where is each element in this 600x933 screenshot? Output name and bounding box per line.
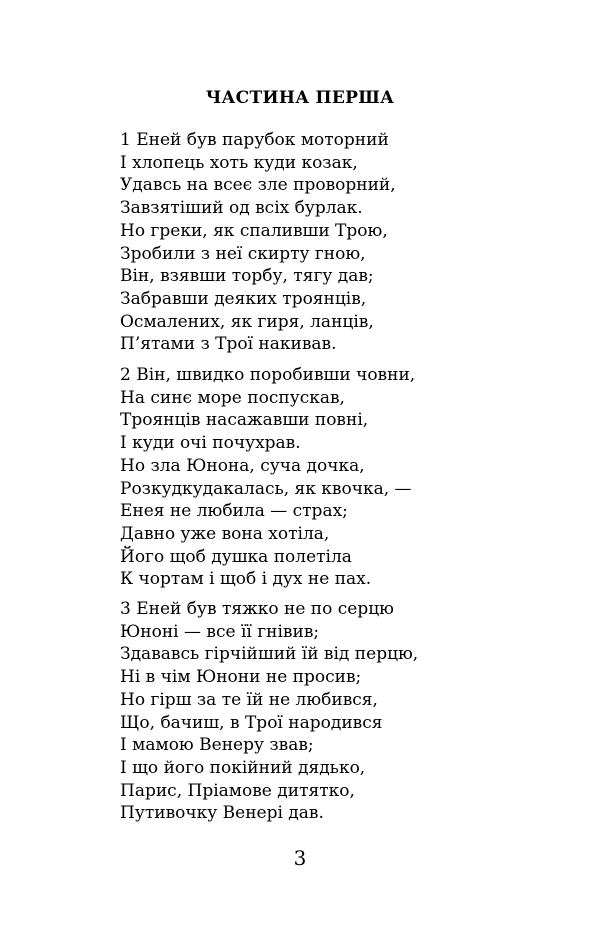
verse-line: І хлопець хоть куди козак, xyxy=(120,152,358,173)
verse-line: Троянців насажавши повні, xyxy=(120,410,369,431)
verse-line: Розкудкудакалась, як квочка, — xyxy=(120,478,412,499)
verse-line: Енея не любила — страх; xyxy=(120,501,348,522)
verse-line: Осмалених, як гиря, ланців, xyxy=(120,311,374,332)
verse-line: К чортам і щоб і дух не пах. xyxy=(120,569,372,590)
verse-line: Давно уже вона хотіла, xyxy=(120,523,330,544)
verse-line: І куди очі почухрав. xyxy=(120,433,301,454)
stanza xyxy=(120,129,396,356)
verse-line: І мамою Венеру звав; xyxy=(120,735,314,756)
verse-line: Ні в чім Юнони не просив; xyxy=(120,667,362,688)
verse-line: І що його покійний дядько, xyxy=(120,757,366,778)
verse-line: Юноні — все її гнівив; xyxy=(120,621,320,642)
verse-line: Путивочку Венері дав. xyxy=(120,803,324,824)
verse-line: Завзятіший од всіх бурлак. xyxy=(120,198,363,219)
part-heading: ЧАСТИНА ПЕРША xyxy=(205,88,395,108)
verse-line: Що, бачиш, в Трої народився xyxy=(120,712,383,733)
verse-line: 1 Еней був парубок моторний xyxy=(120,130,389,150)
verse-line: Він, взявши торбу, тягу дав; xyxy=(120,266,374,287)
stanza xyxy=(120,598,418,825)
verse-line: Но зла Юнона, суча дочка, xyxy=(120,455,365,476)
verse-line: Забравши деяких троянців, xyxy=(120,288,367,309)
verse-line: Но гірш за те їй не любився, xyxy=(120,689,378,710)
verse-line: Зробили з неї скирту гною, xyxy=(120,243,366,264)
verse-line: Здававсь гірчійший їй від перцю, xyxy=(120,644,419,665)
verse-line: 2 Він, швидко поробивши човни, xyxy=(120,365,416,385)
verse-line: 3 Еней був тяжко не по серцю xyxy=(120,599,394,619)
stanza xyxy=(120,364,415,591)
verse-line: Парис, Пріамове дитятко, xyxy=(120,780,355,801)
page-number: 3 xyxy=(293,846,307,870)
verse-line: Удавсь на всеє зле проворний, xyxy=(120,175,396,196)
verse-line: На синє море поспускав, xyxy=(120,387,345,408)
verse-line: П’ятами з Трої накивав. xyxy=(120,334,337,355)
verse-line: Но греки, як спаливши Трою, xyxy=(120,220,388,241)
verse-line: Його щоб душка полетіла xyxy=(120,546,352,567)
